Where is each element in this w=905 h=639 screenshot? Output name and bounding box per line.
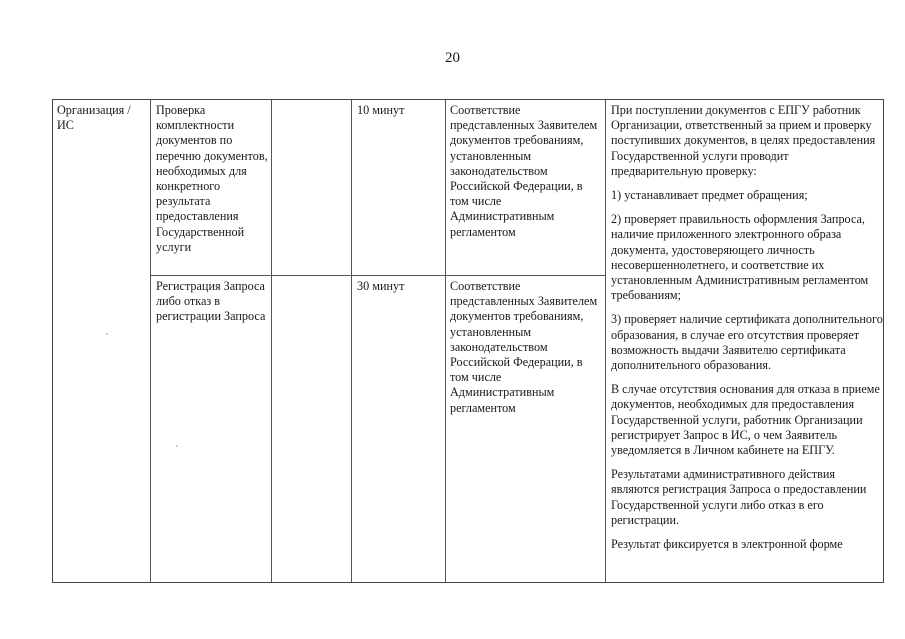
result-paragraph: 1) устанавливает предмет обращения; xyxy=(611,188,808,203)
result-paragraph: Результат фиксируется в электронной форме xyxy=(611,537,843,552)
column-divider xyxy=(605,100,606,582)
procedure-table xyxy=(52,99,884,583)
result-cell xyxy=(611,103,883,561)
page-number: 20 xyxy=(445,50,460,66)
result-paragraph: При поступлении документов с ЕПГУ работник Организации, ответственный за прием и проверку поступивших документов, в целях предоставления Государственной услуги проводит предварительную проверку: xyxy=(611,103,876,178)
criteria-cell: Соответствие представленных Заявителем документов требованиям, установленным законодательством Российской Федерации, в том числе Административным регламентом xyxy=(450,279,598,415)
result-paragraph: Результатами административного действия являются регистрация Запроса о предоставлении Государственной услуги либо отказ в его регистрации. xyxy=(611,467,867,527)
result-paragraph: 3) проверяет наличие сертификата дополнительного образования, в случае его отсутствия проверяет возможность выдачи Заявителю сертификата дополнительного образования. xyxy=(611,312,883,373)
column-divider xyxy=(445,100,446,582)
duration-cell: 10 минут xyxy=(357,103,405,117)
column-divider xyxy=(150,100,151,582)
result-paragraph: 2) проверяет правильность оформления Запроса, наличие приложенного электронного образа документа, удостоверяющего личность несовершеннолетнего, и соответствие их установленным Административным регламентом требованиям; xyxy=(611,212,869,303)
duration-cell: 30 минут xyxy=(357,279,405,293)
action-cell: Регистрация Запроса либо отказ в регистрации Запроса xyxy=(156,279,266,324)
scan-speck xyxy=(176,445,178,447)
action-cell: Проверка комплектности документов по перечню документов, необходимых для конкретного результата предоставления Государственной услуги xyxy=(156,103,268,254)
result-paragraph: В случае отсутствия основания для отказа в приеме документов, необходимых для предоставления Государственной услуги, работник Организации регистрирует Запрос в ИС, о чем Заявитель уведомляется в Личном кабинете на ЕПГУ. xyxy=(611,382,880,458)
column-divider xyxy=(351,100,352,582)
column-divider xyxy=(271,100,272,582)
row-divider xyxy=(150,275,605,276)
criteria-cell: Соответствие представленных Заявителем документов требованиям, установленным законодательством Российской Федерации, в том числе Административным регламентом xyxy=(450,103,598,239)
executor-cell: Организация / ИС xyxy=(57,103,131,133)
scan-speck xyxy=(106,333,108,335)
